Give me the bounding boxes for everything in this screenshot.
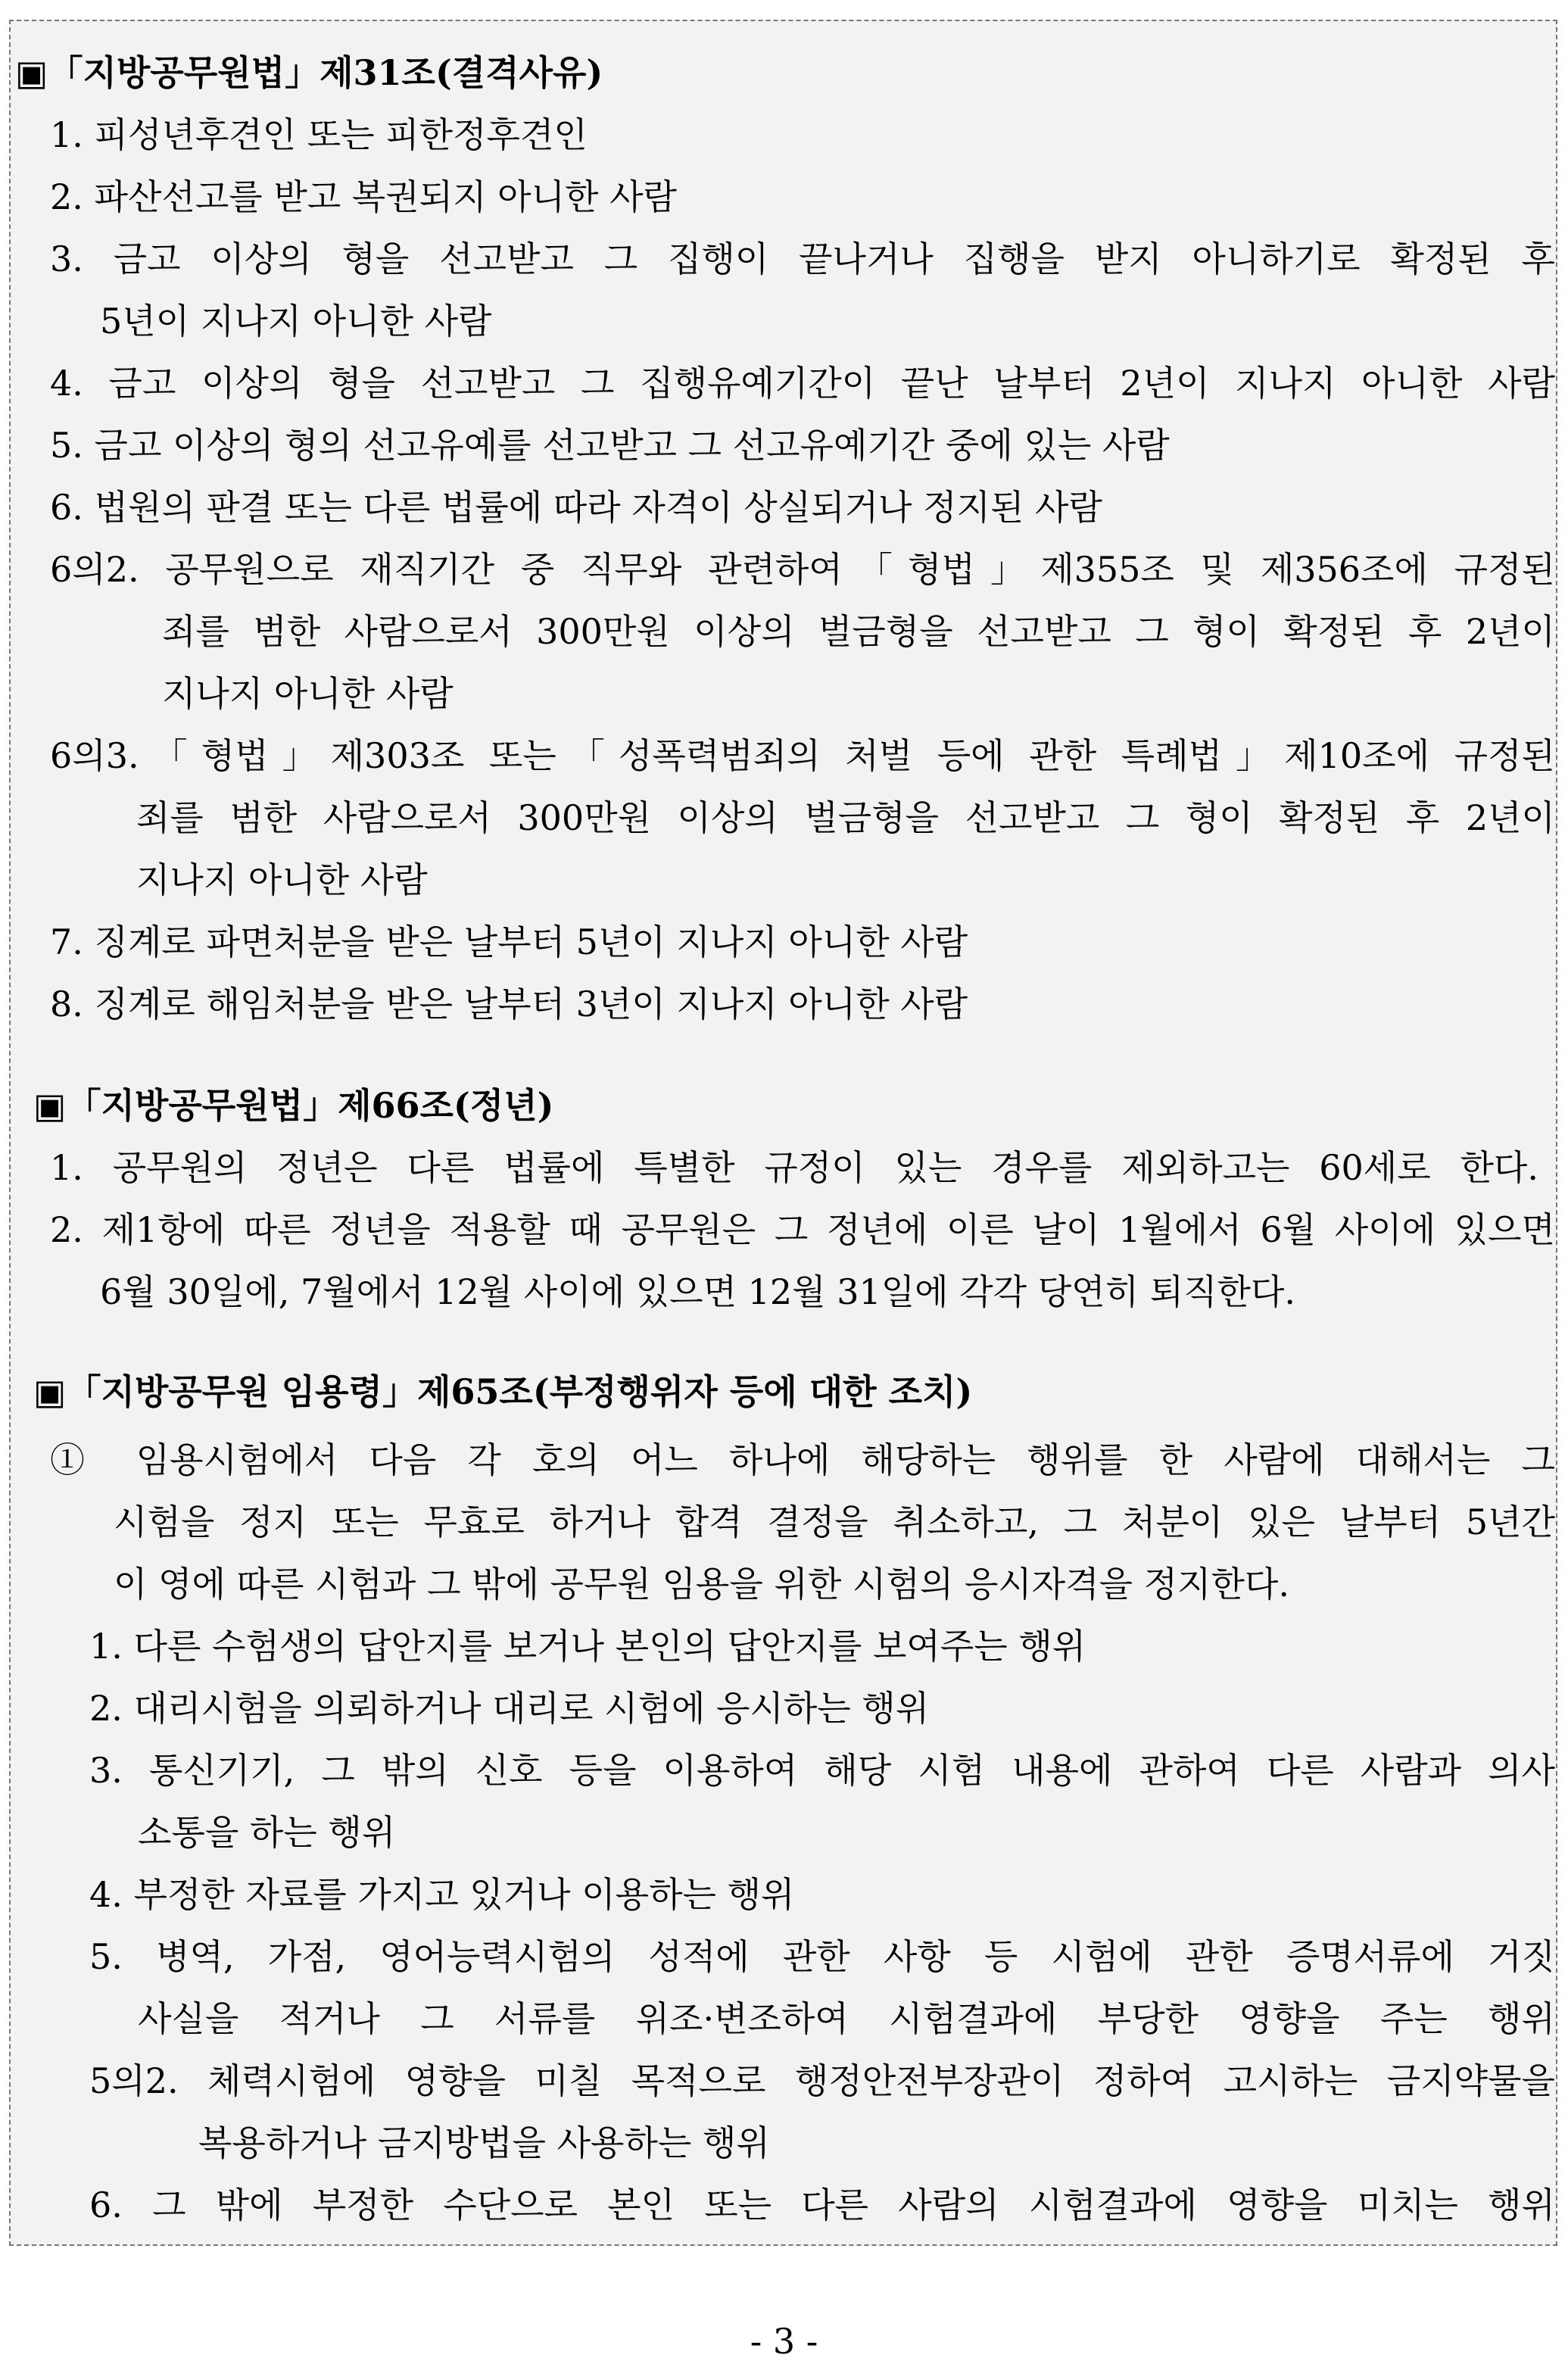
article31-item-7: 7. 징계로 파면처분을 받은 날부터 5년이 지나지 아니한 사람 xyxy=(50,922,968,962)
decree65-item-3-cont: 소통을 하는 행위 xyxy=(138,1812,396,1853)
decree65-item-5-cont: 사실을 적거나 그 서류를 위조·변조하여 시험결과에 부당한 영향을 주는 행위 xyxy=(138,1998,1555,2039)
decree65-item-1: 1. 다른 수험생의 답안지를 보거나 본인의 답안지를 보여주는 행위 xyxy=(89,1626,1086,1667)
page-number: - 3 - xyxy=(750,2321,818,2362)
article31-item-5: 5. 금고 이상의 형의 선고유예를 선고받고 그 선고유예기간 중에 있는 사람 xyxy=(50,425,1170,466)
decree65-paragraph-1-cont: 시험을 정지 또는 무효로 하거나 합격 결정을 취소하고, 그 처분이 있은 날부터 5년간 xyxy=(114,1502,1555,1542)
article31-item-2: 2. 파산선고를 받고 복권되지 아니한 사람 xyxy=(50,176,677,217)
decree65-paragraph-1-cont: 이 영에 따른 시험과 그 밖에 공무원 임용을 위한 시험의 응시자격을 정지한다. xyxy=(114,1564,1289,1605)
article31-item-4: 4. 금고 이상의 형을 선고받고 그 집행유예기간이 끝난 날부터 2년이 지나지 아니한 사람 xyxy=(50,363,1555,404)
article31-item-6: 6. 법원의 판결 또는 다른 법률에 따라 자격이 상실되거나 정지된 사람 xyxy=(50,487,1102,528)
article66-item-2: 2. 제1항에 따른 정년을 적용할 때 공무원은 그 정년에 이른 날이 1월에서 6월 사이에 있으면 xyxy=(50,1209,1555,1250)
article31-item-6-3-cont: 죄를 범한 사람으로서 300만원 이상의 벌금형을 선고받고 그 형이 확정된 후 2년이 xyxy=(136,797,1555,838)
article31-item-6-2: 6의2. 공무원으로 재직기간 중 직무와 관련하여「형법」제355조 및 제356조에 규정된 xyxy=(50,549,1555,590)
article31-item-8: 8. 징계로 해임처분을 받은 날부터 3년이 지나지 아니한 사람 xyxy=(50,984,968,1025)
decree65-item-5: 5. 병역, 가점, 영어능력시험의 성적에 관한 사항 등 시험에 관한 증명서류에 거짓 xyxy=(89,1936,1555,1977)
decree65-item-6: 6. 그 밖에 부정한 수단으로 본인 또는 다른 사람의 시험결과에 영향을 미치는 행위 xyxy=(89,2185,1555,2225)
article31-item-1: 1. 피성년후견인 또는 피한정후견인 xyxy=(50,114,588,155)
article31-heading: ▣「지방공무원법」제31조(결격사유) xyxy=(15,52,603,93)
article31-item-6-3: 6의3.「형법」제303조 또는「성폭력범죄의 처벌 등에 관한 특례법」제10조에 규정된 xyxy=(50,735,1555,776)
decree65-item-4: 4. 부정한 자료를 가지고 있거나 이용하는 행위 xyxy=(89,1874,795,1915)
article66-heading: ▣「지방공무원법」제66조(정년) xyxy=(33,1085,554,1126)
article31-item-3: 3. 금고 이상의 형을 선고받고 그 집행이 끝나거나 집행을 받지 아니하기로 확정된 후 xyxy=(50,239,1555,279)
decree65-item-5-2: 5의2. 체력시험에 영향을 미칠 목적으로 행정안전부장관이 정하여 고시하는 금지약물을 xyxy=(89,2060,1555,2101)
article66-item-2-cont: 6월 30일에, 7월에서 12월 사이에 있으면 12월 31일에 각각 당연히 퇴직한다. xyxy=(100,1271,1296,1312)
decree65-item-5-2-cont: 복용하거나 금지방법을 사용하는 행위 xyxy=(198,2122,770,2163)
article31-item-6-2-cont: 죄를 범한 사람으로서 300만원 이상의 벌금형을 선고받고 그 형이 확정된 후 2년이 xyxy=(162,611,1555,652)
article31-item-6-3-cont: 지나지 아니한 사람 xyxy=(136,859,428,900)
article31-item-6-2-cont: 지나지 아니한 사람 xyxy=(162,673,454,714)
article66-item-1: 1. 공무원의 정년은 다른 법률에 특별한 규정이 있는 경우를 제외하고는 60세로 한다. xyxy=(50,1147,1538,1188)
decree65-heading: ▣「지방공무원 임용령」제65조(부정행위자 등에 대한 조치) xyxy=(33,1371,973,1412)
article31-item-3-cont: 5년이 지나지 아니한 사람 xyxy=(100,301,492,342)
decree65-paragraph-1: ① 임용시험에서 다음 각 호의 어느 하나에 해당하는 행위를 한 사람에 대해서는 그 xyxy=(50,1439,1555,1480)
decree65-item-3: 3. 통신기기, 그 밖의 신호 등을 이용하여 해당 시험 내용에 관하여 다른 사람과 의사 xyxy=(89,1750,1555,1791)
decree65-item-2: 2. 대리시험을 의뢰하거나 대리로 시험에 응시하는 행위 xyxy=(89,1688,930,1729)
